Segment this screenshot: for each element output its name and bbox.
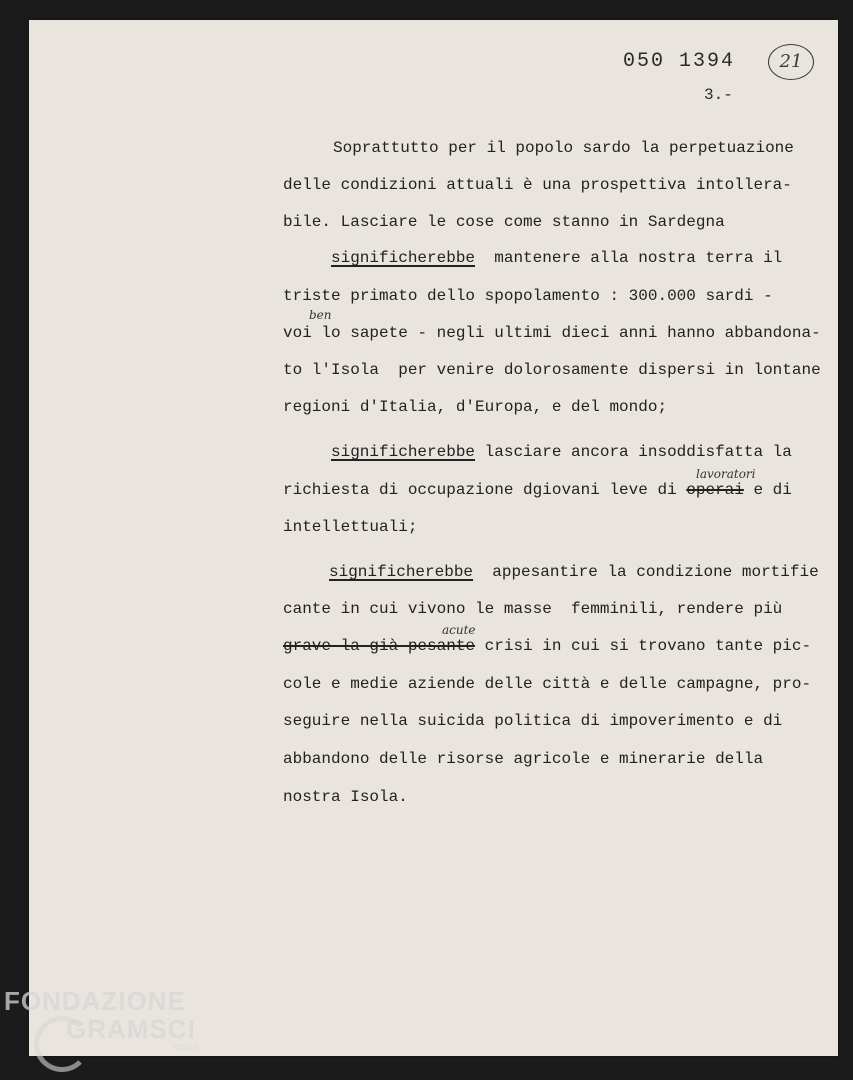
text-line-4: [331, 249, 782, 267]
handwritten-insert-lavoratori: lavoratori: [696, 467, 756, 481]
struck-phrase: grave la già pesante: [283, 637, 476, 655]
text-line-16: seguire nella suicida politica di impoverimento e di: [283, 712, 783, 730]
text-line-15: cole e medie aziende delle città e delle campagne, pro-: [283, 675, 812, 693]
text-line-10-a: richiesta di occupazione d: [283, 481, 533, 499]
handwritten-insert-ben: ben: [309, 308, 332, 322]
text-line-6: [283, 324, 821, 342]
text-line-12: [329, 563, 819, 581]
page-number-circle: 21: [768, 44, 814, 80]
text-line-10-c: e di: [743, 481, 792, 499]
text-line-12-rest: appesantire la condizione mortifie: [473, 563, 819, 581]
text-line-13: cante in cui vivono le masse femminili, rendere più: [283, 600, 783, 618]
text-line-5: triste primato dello spopolamento : 300.000 sardi -: [283, 287, 773, 305]
page-marker: 3.-: [704, 86, 733, 104]
text-line-14-rest: crisi in cui si trovano tante pic-: [475, 637, 812, 655]
struck-word: operai: [686, 481, 744, 499]
text-line-14: [283, 637, 811, 655]
text-line-10-b: giovani leve di: [532, 481, 687, 499]
watermark-line-2: GRAMSCI: [66, 1014, 196, 1044]
watermark-line-3: onlus: [174, 1042, 198, 1053]
archive-number: 050 1394: [623, 50, 736, 73]
text-line-9: [331, 443, 792, 461]
watermark-line-1: FONDAZIONE: [4, 986, 186, 1016]
text-line-1: Soprattutto per il popolo sardo la perpetuazione: [333, 139, 794, 157]
watermark: [4, 988, 198, 1053]
text-line-18: nostra Isola.: [283, 788, 408, 806]
text-line-2: delle condizioni attuali è una prospettiva intollera-: [283, 176, 792, 194]
keyword-underlined: significherebbe: [331, 443, 476, 461]
text-line-3: bile. Lasciare le cose come stanno in Sardegna: [283, 213, 725, 231]
text-line-8: regioni d'Italia, d'Europa, e del mondo;: [283, 398, 668, 416]
text-line-11: intellettuali;: [283, 518, 418, 536]
text-line-6-b: lo sapete - negli ultimi dieci anni hanno abbandona-: [321, 324, 821, 342]
handwritten-insert-acute: acute: [442, 623, 476, 637]
text-line-7: to l'Isola per venire dolorosamente dispersi in lontane: [283, 361, 821, 379]
text-line-6-a: voi: [283, 324, 322, 342]
keyword-underlined: significherebbe: [329, 563, 474, 581]
text-line-17: abbandono delle risorse agricole e minerarie della: [283, 750, 764, 768]
text-line-9-rest: lasciare ancora insoddisfatta la: [475, 443, 792, 461]
text-line-4-rest: mantenere alla nostra terra il: [475, 249, 783, 267]
keyword-underlined: significherebbe: [331, 249, 476, 267]
text-line-10: [283, 481, 792, 499]
